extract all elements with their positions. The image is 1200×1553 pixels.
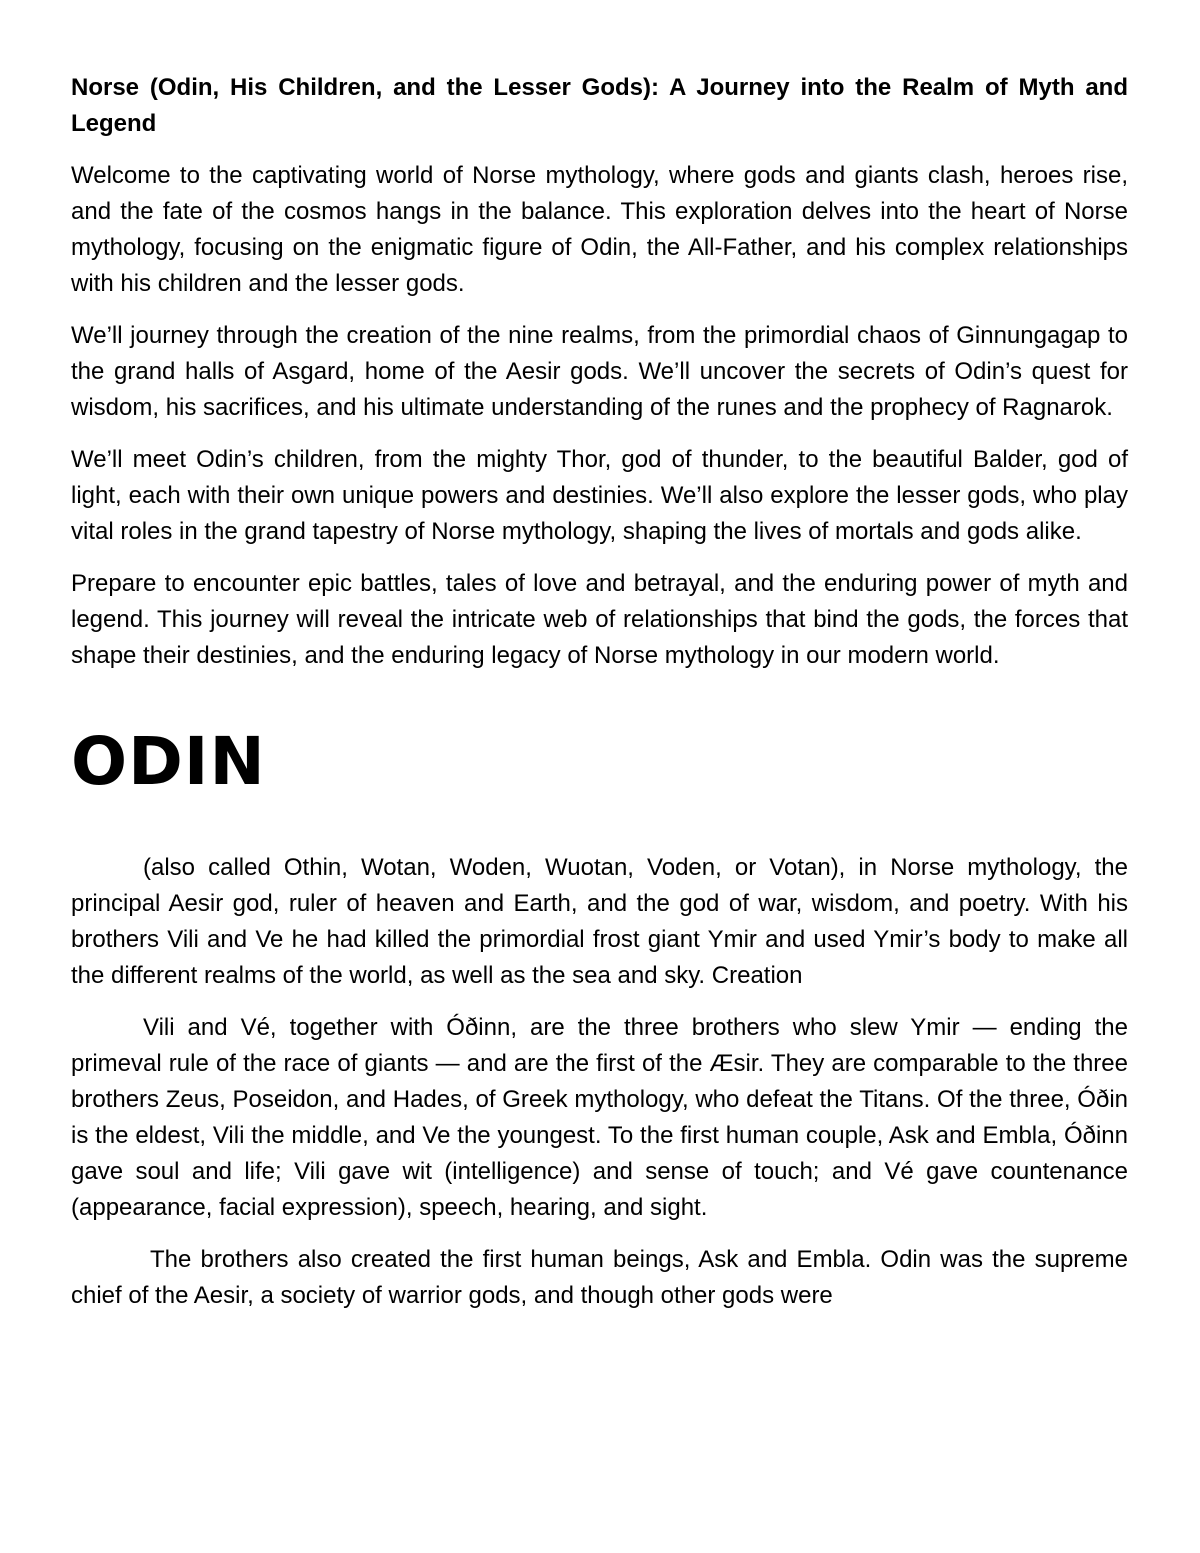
document-title: Norse (Odin, His Children, and the Lesser Gods): A Journey into the Realm of Myth and Legend — [71, 74, 1128, 137]
intro-paragraph-1: Welcome to the captivating world of Norse mythology, where gods and giants clash, heroes rise, and the fate of the cosmos hangs in the balance. This exploration delves into the heart of Norse mythology, focusing on the enigmatic figure of Odin, the All-Father, and his complex relationships with his children and the lesser gods. — [71, 162, 1128, 297]
intro-paragraph-4: Prepare to encounter epic battles, tales of love and betrayal, and the enduring power of myth and legend. This journey will reveal the intricate web of relationships that bind the gods, the forces that shape their destinies, and the enduring legacy of Norse mythology in our modern world. — [71, 570, 1128, 669]
intro-paragraph-3: We’ll meet Odin’s children, from the mighty Thor, god of thunder, to the beautiful Balder, god of light, each with their own unique powers and destinies. We’ll also explore the lesser gods, who play vital roles in the grand tapestry of Norse mythology, shaping the lives of mortals and gods alike. — [71, 446, 1128, 545]
section-paragraph-2: Vili and Vé, together with Óðinn, are the three brothers who slew Ymir — ending the primeval rule of the race of giants — and are the first of the Æsir. They are comparable to the three brothers Zeus, Poseidon, and Hades, of Greek mythology, who defeat the Titans. Of the three, Óðin is the eldest, Vili the middle, and Ve the youngest. To the first human couple, Ask and Embla, Óðinn gave soul and life; Vili gave wit (intelligence) and sense of touch; and Vé gave countenance (appearance, facial expression), speech, hearing, and sight. — [71, 1014, 1128, 1221]
document-page — [71, 70, 1128, 1330]
section-paragraph-3: The brothers also created the first human beings, Ask and Embla. Odin was the supreme chief of the Aesir, a society of warrior gods, and though other gods were — [71, 1246, 1128, 1309]
intro-paragraph-2: We’ll journey through the creation of the nine realms, from the primordial chaos of Ginnungagap to the grand halls of Asgard, home of the Aesir gods. We’ll uncover the secrets of Odin’s quest for wisdom, his sacrifices, and his ultimate understanding of the runes and the prophecy of Ragnarok. — [71, 322, 1128, 421]
section-paragraph-1: (also called Othin, Wotan, Woden, Wuotan, Voden, or Votan), in Norse mythology, the principal Aesir god, ruler of heaven and Earth, and the god of war, wisdom, and poetry. With his brothers Vili and Ve he had killed the primordial frost giant Ymir and used Ymir’s body to make all the different realms of the world, as well as the sea and sky. Creation — [71, 854, 1128, 989]
section-heading: ODIN — [71, 723, 266, 800]
